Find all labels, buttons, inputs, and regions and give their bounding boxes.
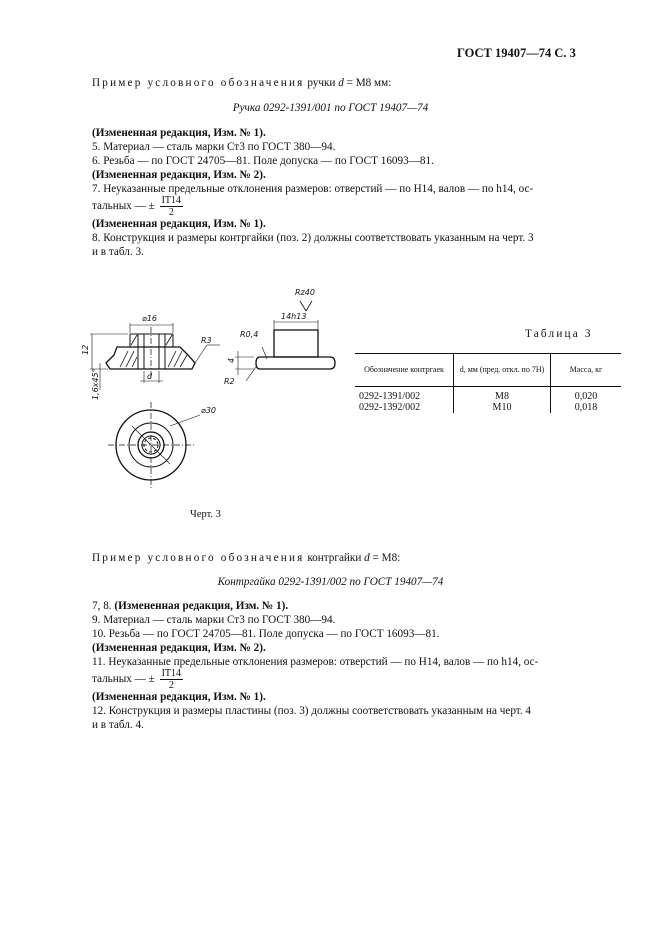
roughness-mark: Rz40 [295, 288, 315, 297]
edit-note-6: (Измененная редакция, Изм. № 1). [92, 691, 266, 703]
table-header-row [355, 354, 621, 387]
paragraph-11-prefix: тальных — ± [92, 673, 155, 685]
dim-d: d [147, 372, 153, 381]
edit-note-2: (Измененная редакция, Изм. № 2). [92, 169, 266, 181]
dim-r2: R2 [224, 377, 235, 386]
dim-r3: R3 [201, 336, 212, 345]
paragraph-9: 9. Материал — сталь марки Ст3 по ГОСТ 380—94. [92, 614, 336, 626]
paragraph-7-line-2 [92, 193, 183, 219]
paragraph-7-8-prefix: 7, 8. [92, 600, 112, 612]
dim-d30: ⌀30 [201, 406, 216, 415]
table-title: Таблица 3 [525, 328, 593, 340]
tolerance-fraction [160, 195, 183, 218]
table-3 [355, 353, 621, 413]
dim-12: 12 [81, 344, 90, 355]
fraction-numerator: IT14 [161, 667, 182, 679]
table-row [355, 387, 621, 403]
dim-14h13: 14h13 [281, 312, 307, 321]
example-2-line [92, 551, 400, 565]
paragraph-10: 10. Резьба — по ГОСТ 24705—81. Поле допуска — по ГОСТ 16093—81. [92, 628, 440, 640]
paragraph-11-line-1: 11. Неуказанные предельные отклонения размеров: отверстий — по H14, валов — по h14, ос- [92, 656, 539, 668]
paragraph-8-line-1: 8. Конструкция и размеры контргайки (поз. 2) должны соответствовать указанным на черт. 3 [92, 232, 534, 244]
table-header-diameter: d, мм (пред. откл. по 7H) [454, 354, 551, 387]
edit-note-1: (Измененная редакция, Изм. № 1). [92, 127, 266, 139]
example-1-var: d [338, 77, 344, 89]
table-cell: 0,020 [574, 391, 598, 402]
example-1-line [92, 76, 391, 90]
edit-note-4: (Измененная редакция, Изм. № 1). [114, 600, 289, 612]
edit-note-3: (Измененная редакция, Изм. № 1). [92, 218, 266, 230]
paragraph-8-line-2: и в табл. 3. [92, 246, 144, 258]
example-1-value: = M8 мм: [346, 77, 392, 89]
table-cell: 0292-1391/002 [355, 387, 454, 403]
tolerance-fraction [160, 668, 183, 691]
example-1-designation: Ручка 0292-1391/001 по ГОСТ 19407—74 [232, 102, 429, 114]
example-2-designation: Контргайка 0292-1391/002 по ГОСТ 19407—74 [217, 576, 444, 588]
table-cell: M10 [454, 402, 551, 413]
page-header: ГОСТ 19407—74 С. 3 [457, 46, 576, 60]
edit-note-5: (Измененная редакция, Изм. № 2). [92, 642, 266, 654]
paragraph-5: 5. Материал — сталь марки Ст3 по ГОСТ 380—94. [92, 141, 336, 153]
section-view [90, 323, 220, 390]
paragraph-7-8 [92, 599, 288, 613]
example-2-prefix: Пример условного обозначения [92, 552, 305, 564]
table-cell: 0,018 [574, 402, 598, 413]
technical-drawing [70, 285, 340, 505]
dim-d16: ⌀16 [142, 314, 157, 323]
dim-4: 4 [227, 357, 236, 363]
figure-caption: Черт. 3 [190, 509, 221, 520]
example-2-suffix: контргайки [307, 552, 362, 564]
table-cell: M8 [454, 387, 551, 403]
paragraph-6: 6. Резьба — по ГОСТ 24705—81. Поле допуска — по ГОСТ 16093—81. [92, 155, 434, 167]
dim-chamfer: 1,6x45° [91, 368, 100, 400]
fraction-numerator: IT14 [161, 194, 182, 206]
paragraph-11-line-2 [92, 666, 183, 692]
table-cell: 0292-1392/002 [355, 402, 454, 413]
paragraph-12-line-1: 12. Конструкция и размеры пластины (поз. 3) должны соответствовать указанным на черт. 4 [92, 705, 532, 717]
paragraph-7-prefix: тальных — ± [92, 200, 155, 212]
example-1-prefix: Пример условного обозначения [92, 77, 305, 89]
dim-r04: R0,4 [240, 330, 259, 339]
table-header-mass: Масса, кг [551, 354, 622, 387]
example-2-value: = M8: [372, 552, 401, 564]
fraction-denominator: 2 [168, 206, 174, 218]
table-row [355, 402, 621, 413]
top-view [108, 402, 200, 488]
example-1-suffix: ручки [307, 77, 336, 89]
example-2-var: d [364, 552, 370, 564]
paragraph-12-line-2: и в табл. 4. [92, 719, 144, 731]
paragraph-7-line-1: 7. Неуказанные предельные отклонения размеров: отверстий — по H14, валов — по h14, ос- [92, 183, 534, 195]
fraction-denominator: 2 [168, 679, 174, 691]
table-header-designation: Обозначение контргаек [355, 354, 454, 387]
